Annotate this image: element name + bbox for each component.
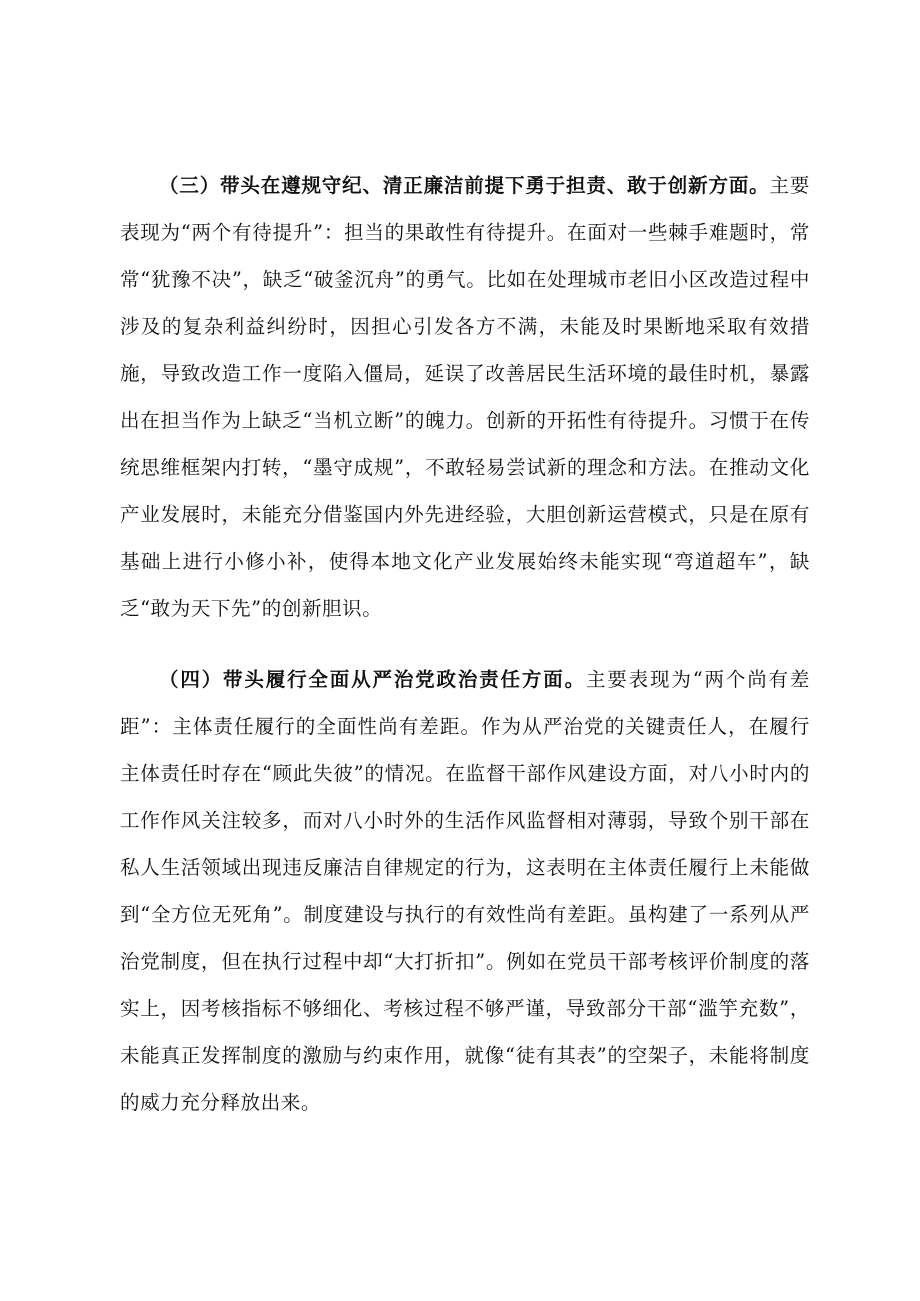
section-3-body: 主要表现为“两个有待提升”：担当的果敢性有待提升。在面对一些棘手难题时，常常“犹豫不决”，缺乏“破釜沉舟”的勇气。比如在处理城市老旧小区改造过程中涉及的复杂利益纠纷时，因担心引发各方不满，未能及时果断地采取有效措施，导致改造工作一度陷入僵局，延误了改善居民生活环境的最佳时机，暴露出在担当作为上缺乏“当机立断”的魄力。创新的开拓性有待提升。习惯于在传统思维框架内打转，“墨守成规”，不敢轻易尝试新的理念和方法。在推动文化产业发展时，未能充分借鉴国内外先进经验，大胆创新运营模式，只是在原有基础上进行小修小补，使得本地文化产业发展始终未能实现“弯道超车”，缺乏“敢为天下先”的创新胆识。 (120, 174, 810, 620)
section-4-heading: （四）带头履行全面从严治党政治责任方面。 (159, 668, 586, 691)
section-3-paragraph (120, 162, 810, 632)
section-3-heading: （三）带头在遵规守纪、清正廉洁前提下勇于担责、敢于创新方面。 (159, 174, 770, 197)
section-4-body: 主要表现为“两个尚有差距”：主体责任履行的全面性尚有差距。作为从严治党的关键责任人，在履行主体责任时存在“顾此失彼”的情况。在监督干部作风建设方面，对八小时内的工作作风关注较多，而对八小时外的生活作风监督相对薄弱，导致个别干部在私人生活领域出现违反廉洁自律规定的行为，这表明在主体责任履行上未能做到“全方位无死角”。制度建设与执行的有效性尚有差距。虽构建了一系列从严治党制度，但在执行过程中却“大打折扣”。例如在党员干部考核评价制度的落实上，因考核指标不够细化、考核过程不够严谨，导致部分干部“滥竽充数”，未能真正发挥制度的激励与约束作用，就像“徒有其表”的空架子，未能将制度的威力充分释放出来。 (120, 668, 810, 1114)
section-4-paragraph (120, 656, 810, 1126)
